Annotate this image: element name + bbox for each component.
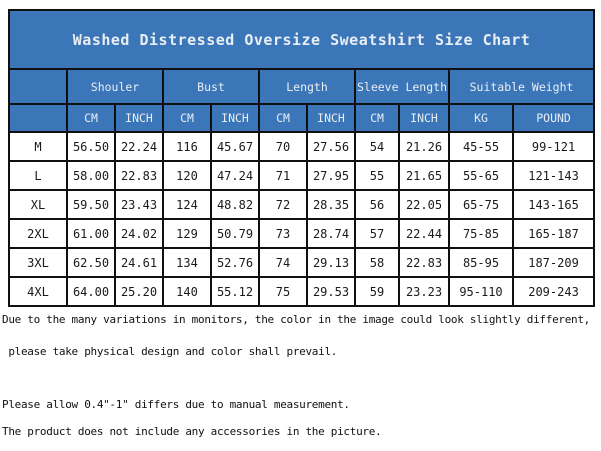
size-label: M xyxy=(9,132,67,161)
value-cell: 72 xyxy=(259,190,307,219)
value-cell: 56.50 xyxy=(67,132,115,161)
value-cell: 165-187 xyxy=(513,219,594,248)
unit-header: INCH xyxy=(399,104,449,132)
table-row xyxy=(9,277,594,306)
chart-title: Washed Distressed Oversize Sweatshirt Size Chart xyxy=(9,10,594,69)
value-cell: 23.43 xyxy=(115,190,163,219)
value-cell: 70 xyxy=(259,132,307,161)
value-cell: 29.13 xyxy=(307,248,355,277)
group-header-row xyxy=(9,69,594,104)
value-cell: 23.23 xyxy=(399,277,449,306)
unit-header: POUND xyxy=(513,104,594,132)
value-cell: 22.83 xyxy=(399,248,449,277)
value-cell: 21.65 xyxy=(399,161,449,190)
value-cell: 59 xyxy=(355,277,399,306)
value-cell: 143-165 xyxy=(513,190,594,219)
value-cell: 187-209 xyxy=(513,248,594,277)
table-row xyxy=(9,190,594,219)
value-cell: 22.44 xyxy=(399,219,449,248)
value-cell: 27.95 xyxy=(307,161,355,190)
value-cell: 124 xyxy=(163,190,211,219)
value-cell: 55.12 xyxy=(211,277,259,306)
value-cell: 58.00 xyxy=(67,161,115,190)
size-label: 3XL xyxy=(9,248,67,277)
value-cell: 85-95 xyxy=(449,248,513,277)
note-measurement: Please allow 0.4"-1" differs due to manual measurement. xyxy=(2,398,350,411)
table-row xyxy=(9,248,594,277)
value-cell: 65-75 xyxy=(449,190,513,219)
unit-header: CM xyxy=(259,104,307,132)
value-cell: 71 xyxy=(259,161,307,190)
group-header-sleeve-length: Sleeve Length xyxy=(355,69,449,104)
value-cell: 120 xyxy=(163,161,211,190)
value-cell: 28.35 xyxy=(307,190,355,219)
value-cell: 140 xyxy=(163,277,211,306)
value-cell: 129 xyxy=(163,219,211,248)
value-cell: 61.00 xyxy=(67,219,115,248)
value-cell: 24.02 xyxy=(115,219,163,248)
size-chart-table xyxy=(8,9,595,307)
value-cell: 58 xyxy=(355,248,399,277)
value-cell: 22.24 xyxy=(115,132,163,161)
value-cell: 22.83 xyxy=(115,161,163,190)
value-cell: 24.61 xyxy=(115,248,163,277)
value-cell: 50.79 xyxy=(211,219,259,248)
value-cell: 28.74 xyxy=(307,219,355,248)
group-header-suitable-weight: Suitable Weight xyxy=(449,69,594,104)
value-cell: 45.67 xyxy=(211,132,259,161)
value-cell: 73 xyxy=(259,219,307,248)
title-row xyxy=(9,10,594,69)
value-cell: 54 xyxy=(355,132,399,161)
value-cell: 74 xyxy=(259,248,307,277)
size-label: 2XL xyxy=(9,219,67,248)
value-cell: 48.82 xyxy=(211,190,259,219)
value-cell: 55 xyxy=(355,161,399,190)
size-label: XL xyxy=(9,190,67,219)
value-cell: 47.24 xyxy=(211,161,259,190)
value-cell: 21.26 xyxy=(399,132,449,161)
value-cell: 121-143 xyxy=(513,161,594,190)
unit-header: KG xyxy=(449,104,513,132)
note-monitor-color-1: Due to the many variations in monitors, the color in the image could look slightly different, xyxy=(2,313,590,326)
value-cell: 116 xyxy=(163,132,211,161)
value-cell: 75-85 xyxy=(449,219,513,248)
value-cell: 64.00 xyxy=(67,277,115,306)
value-cell: 56 xyxy=(355,190,399,219)
value-cell: 45-55 xyxy=(449,132,513,161)
unit-header: INCH xyxy=(307,104,355,132)
value-cell: 27.56 xyxy=(307,132,355,161)
unit-header: INCH xyxy=(211,104,259,132)
size-label: L xyxy=(9,161,67,190)
disclaimer-notes xyxy=(2,312,601,440)
corner-cell-units xyxy=(9,104,67,132)
value-cell: 134 xyxy=(163,248,211,277)
unit-header-row xyxy=(9,104,594,132)
value-cell: 52.76 xyxy=(211,248,259,277)
value-cell: 99-121 xyxy=(513,132,594,161)
unit-header: CM xyxy=(163,104,211,132)
unit-header: CM xyxy=(355,104,399,132)
value-cell: 62.50 xyxy=(67,248,115,277)
value-cell: 75 xyxy=(259,277,307,306)
group-header-shoulder: Shouler xyxy=(67,69,163,104)
group-header-length: Length xyxy=(259,69,355,104)
table-row xyxy=(9,219,594,248)
table-row xyxy=(9,132,594,161)
note-accessories: The product does not include any accessories in the picture. xyxy=(2,425,382,438)
value-cell: 57 xyxy=(355,219,399,248)
value-cell: 22.05 xyxy=(399,190,449,219)
unit-header: CM xyxy=(67,104,115,132)
corner-cell-groups xyxy=(9,69,67,104)
group-header-bust: Bust xyxy=(163,69,259,104)
size-label: 4XL xyxy=(9,277,67,306)
value-cell: 59.50 xyxy=(67,190,115,219)
unit-header: INCH xyxy=(115,104,163,132)
value-cell: 29.53 xyxy=(307,277,355,306)
value-cell: 95-110 xyxy=(449,277,513,306)
value-cell: 25.20 xyxy=(115,277,163,306)
note-monitor-color-2: please take physical design and color shall prevail. xyxy=(2,345,338,358)
value-cell: 209-243 xyxy=(513,277,594,306)
value-cell: 55-65 xyxy=(449,161,513,190)
table-row xyxy=(9,161,594,190)
